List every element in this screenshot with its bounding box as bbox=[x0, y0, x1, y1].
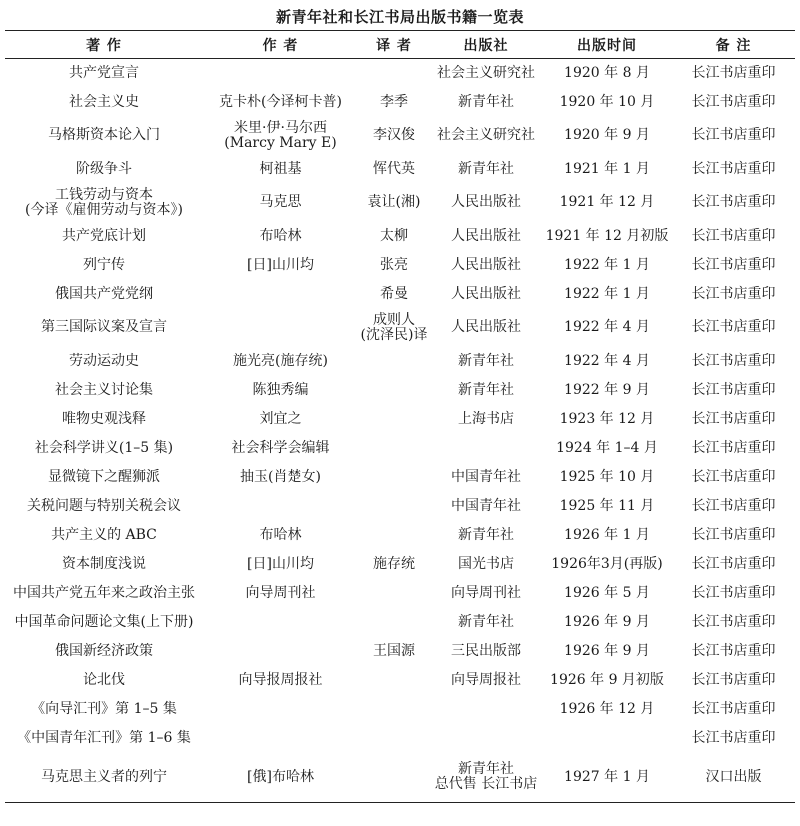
cell-note: 长江书店重印 bbox=[691, 285, 776, 302]
cell-work: 社会主义史 bbox=[69, 93, 139, 110]
cell-note: 长江书店重印 bbox=[691, 410, 776, 427]
cell-date: 1926 年 9 月 bbox=[564, 613, 650, 630]
cell-author: 布哈林 bbox=[259, 227, 302, 244]
table-row bbox=[5, 434, 795, 463]
cell-translator: 施存统 bbox=[373, 555, 415, 572]
cell-work: 资本制度浅说 bbox=[62, 555, 146, 572]
cell-publisher: 向导周刊社 bbox=[451, 584, 521, 601]
table-row bbox=[5, 117, 795, 155]
cell-work: 阶级争斗 bbox=[76, 160, 132, 177]
cell-translator bbox=[358, 492, 430, 521]
header-note: 备 注 bbox=[672, 31, 795, 59]
cell-date: 1922 年 1 月 bbox=[564, 256, 650, 273]
cell-date bbox=[542, 724, 672, 753]
cell-author: 刘宜之 bbox=[259, 410, 302, 427]
cell-work: 列宁传 bbox=[83, 256, 125, 273]
cell-date: 1926 年 9 月 bbox=[564, 642, 650, 659]
table-row bbox=[5, 155, 795, 184]
cell-date: 1925 年 11 月 bbox=[559, 497, 655, 514]
cell-publisher: 向导周报社 bbox=[451, 671, 521, 688]
cell-author: 克卡朴(今译柯卡普) bbox=[219, 93, 342, 110]
cell-date: 1926 年 12 月 bbox=[559, 700, 655, 717]
cell-work: 唯物史观浅释 bbox=[62, 410, 146, 427]
cell-translator: 袁让(湘) bbox=[367, 194, 421, 210]
cell-date: 1926 年 5 月 bbox=[564, 584, 650, 601]
cell-translator: 张亮 bbox=[380, 256, 408, 273]
cell-note: 长江书店重印 bbox=[691, 700, 776, 717]
cell-date: 1925 年 10 月 bbox=[559, 468, 655, 485]
table-row bbox=[5, 309, 795, 347]
cell-author: 施光亮(施存统) bbox=[233, 352, 328, 369]
cell-publisher: 人民出版社 bbox=[451, 194, 521, 210]
cell-author bbox=[203, 309, 358, 347]
cell-publisher: 社会主义研究社 bbox=[437, 127, 535, 143]
header-author: 作 者 bbox=[203, 31, 358, 59]
cell-publisher: 新青年社 bbox=[458, 352, 514, 369]
table-row bbox=[5, 184, 795, 222]
cell-publisher: 社会主义研究社 bbox=[437, 64, 535, 81]
cell-date: 1921 年 12 月 bbox=[559, 194, 655, 210]
cell-work: 共产主义的 ABC bbox=[51, 526, 157, 543]
cell-note: 长江书店重印 bbox=[691, 227, 776, 244]
header-work: 著 作 bbox=[5, 31, 203, 59]
cell-translator bbox=[358, 59, 430, 88]
cell-note: 长江书店重印 bbox=[691, 613, 776, 630]
table-row bbox=[5, 492, 795, 521]
cell-author bbox=[203, 637, 358, 666]
table-row bbox=[5, 637, 795, 666]
cell-date: 1924 年 1–4 月 bbox=[556, 439, 658, 456]
cell-author: 向导报周报社 bbox=[238, 671, 323, 688]
cell-date: 1927 年 1 月 bbox=[564, 768, 650, 785]
cell-translator bbox=[358, 666, 430, 695]
cell-publisher: 国光书店 bbox=[458, 555, 514, 572]
cell-translator bbox=[358, 434, 430, 463]
cell-translator bbox=[358, 579, 430, 608]
cell-author bbox=[203, 492, 358, 521]
table-row bbox=[5, 695, 795, 724]
cell-publisher bbox=[430, 695, 542, 724]
cell-note: 长江书店重印 bbox=[691, 526, 776, 543]
cell-date: 1922 年 4 月 bbox=[564, 319, 650, 335]
cell-translator: 希曼 bbox=[380, 285, 408, 302]
cell-work: 劳动运动史 bbox=[69, 352, 139, 369]
cell-date: 1926 年 9 月初版 bbox=[550, 671, 664, 688]
cell-translator: 李汉俊 bbox=[373, 127, 415, 143]
cell-publisher: 人民出版社 bbox=[451, 256, 521, 273]
cell-note: 汉口出版 bbox=[705, 768, 762, 785]
cell-note: 长江书店重印 bbox=[691, 319, 776, 335]
cell-publisher: 新青年社 bbox=[458, 381, 514, 398]
cell-date: 1920 年 8 月 bbox=[564, 64, 650, 81]
cell-author bbox=[203, 280, 358, 309]
cell-translator bbox=[358, 521, 430, 550]
cell-work: 共产党宣言 bbox=[69, 64, 139, 81]
cell-translator: 王国源 bbox=[373, 642, 415, 659]
cell-translator bbox=[358, 608, 430, 637]
cell-work: 俄国共产党党纲 bbox=[55, 285, 153, 302]
cell-work: 《向导汇刊》第 1–5 集 bbox=[31, 700, 177, 717]
cell-translator bbox=[358, 695, 430, 724]
cell-translator bbox=[358, 347, 430, 376]
cell-author bbox=[203, 59, 358, 88]
table-row bbox=[5, 251, 795, 280]
cell-translator: 李季 bbox=[380, 93, 408, 110]
table-row bbox=[5, 376, 795, 405]
table-row bbox=[5, 550, 795, 579]
cell-publisher: 中国青年社 bbox=[451, 468, 521, 485]
cell-note: 长江书店重印 bbox=[691, 194, 776, 210]
table-row bbox=[5, 59, 795, 88]
cell-note: 长江书店重印 bbox=[691, 381, 776, 398]
table-row bbox=[5, 724, 795, 753]
cell-publisher: 人民出版社 bbox=[451, 227, 521, 244]
cell-note: 长江书店重印 bbox=[691, 468, 776, 485]
cell-note: 长江书店重印 bbox=[691, 555, 776, 572]
table-row bbox=[5, 579, 795, 608]
table-row bbox=[5, 405, 795, 434]
cell-work: 俄国新经济政策 bbox=[55, 642, 153, 659]
cell-publisher bbox=[430, 434, 542, 463]
cell-work: 第三国际议案及宣言 bbox=[41, 319, 167, 335]
cell-date: 1922 年 4 月 bbox=[564, 352, 650, 369]
table-row bbox=[5, 88, 795, 117]
cell-author: 社会科学会编辑 bbox=[231, 439, 330, 456]
cell-work: 共产党底计划 bbox=[62, 227, 146, 244]
cell-note: 长江书店重印 bbox=[691, 160, 776, 177]
header-translator: 译 者 bbox=[358, 31, 430, 59]
book-table bbox=[5, 30, 795, 803]
cell-note: 长江书店重印 bbox=[691, 64, 776, 81]
cell-author: [日]山川均 bbox=[247, 256, 314, 273]
header-row bbox=[5, 31, 795, 59]
cell-publisher: 新青年社 总代售 长江书店 bbox=[434, 761, 538, 793]
cell-publisher: 人民出版社 bbox=[451, 285, 521, 302]
cell-publisher: 新青年社 bbox=[458, 526, 514, 543]
cell-translator bbox=[358, 463, 430, 492]
cell-translator: 太柳 bbox=[380, 227, 408, 244]
cell-publisher: 新青年社 bbox=[458, 93, 514, 110]
table-body bbox=[5, 59, 795, 803]
cell-note: 长江书店重印 bbox=[691, 671, 776, 688]
cell-translator: 恽代英 bbox=[373, 160, 415, 177]
table-row bbox=[5, 347, 795, 376]
cell-author: [日]山川均 bbox=[247, 555, 314, 572]
cell-note: 长江书店重印 bbox=[691, 584, 776, 601]
cell-author: 向导周刊社 bbox=[245, 584, 316, 601]
header-publisher: 出版社 bbox=[430, 31, 542, 59]
cell-note: 长江书店重印 bbox=[691, 352, 776, 369]
cell-publisher: 上海书店 bbox=[458, 410, 514, 427]
cell-author bbox=[203, 608, 358, 637]
cell-translator bbox=[358, 724, 430, 753]
cell-date: 1922 年 9 月 bbox=[564, 381, 650, 398]
cell-publisher: 人民出版社 bbox=[451, 319, 521, 335]
table-row bbox=[5, 280, 795, 309]
cell-date: 1922 年 1 月 bbox=[564, 285, 650, 302]
cell-work: 关税问题与特别关税会议 bbox=[27, 497, 181, 514]
cell-note: 长江书店重印 bbox=[691, 256, 776, 273]
table-row bbox=[5, 222, 795, 251]
cell-work: 中国革命问题论文集(上下册) bbox=[14, 613, 194, 630]
cell-translator bbox=[358, 405, 430, 434]
cell-author: 布哈林 bbox=[259, 526, 302, 543]
table-row bbox=[5, 666, 795, 695]
cell-author: 柯祖基 bbox=[259, 160, 302, 177]
cell-work: 论北伐 bbox=[83, 671, 125, 688]
cell-work: 社会科学讲义(1–5 集) bbox=[34, 439, 174, 456]
cell-note: 长江书店重印 bbox=[691, 729, 776, 746]
cell-publisher: 新青年社 bbox=[458, 160, 514, 177]
table-row bbox=[5, 608, 795, 637]
cell-date: 1921 年 1 月 bbox=[564, 160, 650, 177]
cell-date: 1921 年 12 月初版 bbox=[545, 227, 669, 244]
cell-date: 1923 年 12 月 bbox=[559, 410, 655, 427]
cell-author: 马克思 bbox=[259, 194, 302, 210]
cell-date: 1920 年 10 月 bbox=[559, 93, 655, 110]
table-row bbox=[5, 753, 795, 803]
cell-work: 中国共产党五年来之政治主张 bbox=[13, 584, 195, 601]
cell-translator: 成则人 (沈泽民)译 bbox=[360, 311, 428, 343]
cell-note: 长江书店重印 bbox=[691, 127, 776, 143]
table-row bbox=[5, 521, 795, 550]
cell-author: 抽玉(肖楚女) bbox=[240, 468, 321, 485]
cell-translator bbox=[358, 753, 430, 803]
cell-publisher bbox=[430, 724, 542, 753]
cell-author: [俄]布哈林 bbox=[247, 768, 314, 785]
cell-date: 1926 年 1 月 bbox=[564, 526, 650, 543]
cell-author bbox=[203, 724, 358, 753]
cell-publisher: 三民出版部 bbox=[451, 642, 521, 659]
cell-work: 显微镜下之醒狮派 bbox=[48, 468, 160, 485]
header-date: 出版时间 bbox=[542, 31, 672, 59]
cell-publisher: 中国青年社 bbox=[451, 497, 521, 514]
cell-note: 长江书店重印 bbox=[691, 93, 776, 110]
cell-work: 《中国青年汇刊》第 1–6 集 bbox=[17, 729, 191, 746]
cell-author: 陈独秀编 bbox=[252, 381, 309, 398]
cell-work: 工钱劳动与资本 (今译《雇佣劳动与资本》) bbox=[25, 186, 183, 218]
cell-note: 长江书店重印 bbox=[691, 642, 776, 659]
cell-author bbox=[203, 695, 358, 724]
cell-publisher: 新青年社 bbox=[458, 613, 514, 630]
table-row bbox=[5, 463, 795, 492]
cell-work: 马格斯资本论入门 bbox=[48, 127, 160, 143]
cell-note: 长江书店重印 bbox=[691, 497, 776, 514]
table-title: 新青年社和长江书局出版书籍一览表 bbox=[275, 8, 524, 26]
cell-note: 长江书店重印 bbox=[691, 439, 776, 456]
cell-author: 米里·伊·马尔西 (Marcy Mary E) bbox=[224, 119, 337, 151]
cell-translator bbox=[358, 376, 430, 405]
cell-work: 马克思主义者的列宁 bbox=[41, 768, 167, 785]
cell-work: 社会主义讨论集 bbox=[55, 381, 153, 398]
cell-date: 1926年3月(再版) bbox=[551, 555, 663, 572]
cell-date: 1920 年 9 月 bbox=[564, 127, 650, 143]
